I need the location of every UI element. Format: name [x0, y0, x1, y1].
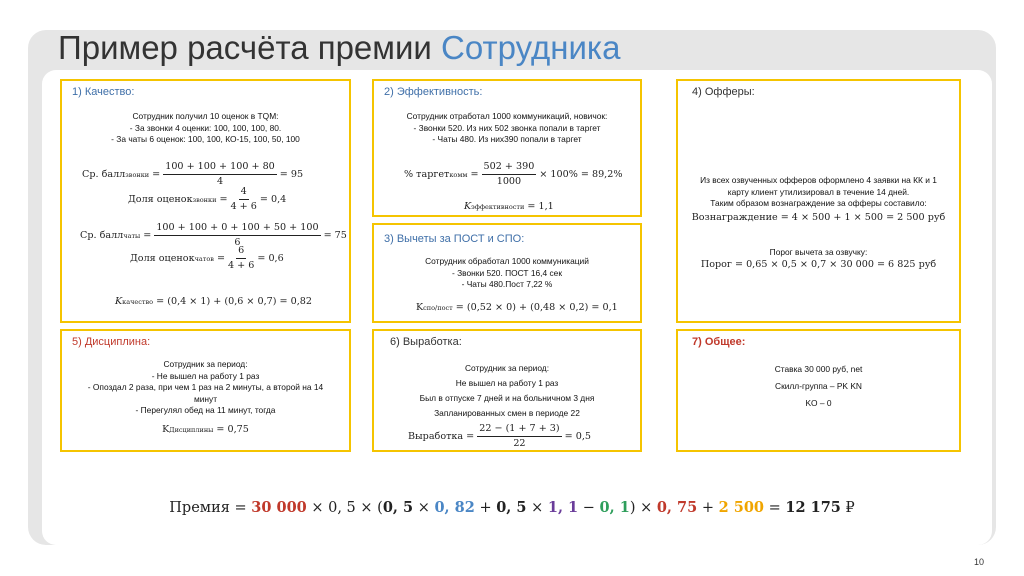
efficiency-value: 1, 1 [547, 499, 579, 516]
offers-threshold-formula: Порог = 0,65 × 0,5 × 0,7 × 30 000 = 6 825 руб [700, 259, 937, 270]
quality-formula-calls-avg: Ср. балл звонки = $\frac{100 + 100 + 100 + 80}{4}$ = 95 [82, 161, 304, 187]
page-number: 10 [973, 557, 984, 567]
bonus-final-formula: Премия = 30 000 × 0, 5 × (0, 5 × 0, 82 + 0, 5 × 1, 1 − 0, 1) × 0, 75 + 2 500 = 12 175 ₽ [169, 499, 855, 516]
efficiency-box [372, 79, 642, 217]
efficiency-text: Сотрудник отработал 1000 коммуникаций, новичок: - Звонки 520. Из них 502 звонка попали в таргет - Чаты 480. Из них390 попали в таргет [406, 111, 608, 144]
general-heading: 7) Общее: [692, 336, 746, 348]
quality-coefficient: K качество = (0,4 × 1) + (0,6 × 0,7) = 0,82 [115, 296, 312, 307]
output-formula: Выработка = $\frac{22 - (1 + 7 + 3)}{22}$ = 0,5 [408, 423, 591, 449]
offers-heading: 4) Офферы: [692, 86, 755, 98]
offers-reward-formula: Вознаграждение = 4 × 500 + 1 × 500 = 2 500 руб [691, 212, 946, 223]
slide-title: Пример расчёта премии Сотрудника [58, 29, 621, 66]
quality-box [60, 79, 351, 323]
output-heading: 6) Выработка: [390, 336, 462, 348]
offers-text: Из всех озвученных офферов оформлено 4 заявки на КК и 1 карту клиент утилизировал в течение 14 дней. Таким образом вознаграждение за офферы составило: [700, 175, 937, 208]
base-rate-value: 30 000 [251, 499, 307, 516]
deductions-coefficient: K спо/пост = (0,52 × 0) + (0,48 × 0,2) = 0,1 [416, 302, 618, 313]
efficiency-coefficient: K эффективности = 1,1 [464, 201, 554, 212]
general-text: Ставка 30 000 руб, net Скилл-группа – PK KN KO – 0 [774, 364, 863, 408]
offers-threshold-label: Порог вычета за озвучку: [769, 247, 868, 257]
deductions-heading: 3) Вычеты за ПОСТ и СПО: [384, 233, 525, 245]
discipline-heading: 5) Дисциплина: [72, 336, 151, 348]
discipline-box [60, 329, 351, 452]
efficiency-heading: 2) Эффективность: [384, 86, 483, 98]
efficiency-formula-target: % таргет комм = $\frac{502 + 390}{1000}$ × 100% = 89,2% [404, 161, 623, 187]
output-box [372, 329, 642, 452]
offers-value: 2 500 [718, 499, 764, 516]
discipline-value: 0, 75 [656, 499, 698, 516]
quality-heading: 1) Качество: [72, 86, 135, 98]
quality-formula-calls-share: Доля оценок звонки = $\frac{4}{4 + 6}$ = 0,4 [128, 186, 287, 212]
total-value: 12 175 [785, 499, 841, 516]
deductions-text: Сотрудник обработал 1000 коммуникаций - Звонки 520. ПОСТ 16,4 сек - Чаты 480.Пост 7,22 % [425, 256, 589, 289]
deductions-box [372, 223, 642, 323]
quality-formula-chats-avg: Ср. балл чаты = $\frac{100 + 100 + 0 + 100 + 50 + 100}{6}$ = 75 [80, 222, 347, 248]
quality-value: 0, 82 [434, 499, 475, 516]
quality-formula-chats-share: Доля оценок чатов = $\frac{6}{4 + 6}$ = 0,6 [130, 245, 284, 271]
offers-box [676, 79, 961, 323]
output-text: Сотрудник за период: Не вышел на работу 1 раз Был в отпуске 7 дней и на больничном 3 дня Запланированных смен в периоде 22 [419, 363, 595, 418]
general-box [676, 329, 961, 452]
discipline-coefficient: K Дисциплины = 0,75 [162, 424, 249, 435]
quality-text: Сотрудник получил 10 оценок в TQM: - За звонки 4 оценки: 100, 100, 100, 80. - За чаты 6 оценок: 100, 100, КО-15, 100, 50, 100 [111, 111, 300, 144]
deductions-value: 0, 1 [599, 499, 630, 516]
slide-title-accent: Сотрудника [441, 29, 621, 66]
discipline-text: Сотрудник за период: - Не вышел на работу 1 раз - Опоздал 2 раза, при чем 1 раз на 2 минуты, а второй на 14 минут - Перегулял обед на 11 минут, тогда [87, 359, 324, 415]
